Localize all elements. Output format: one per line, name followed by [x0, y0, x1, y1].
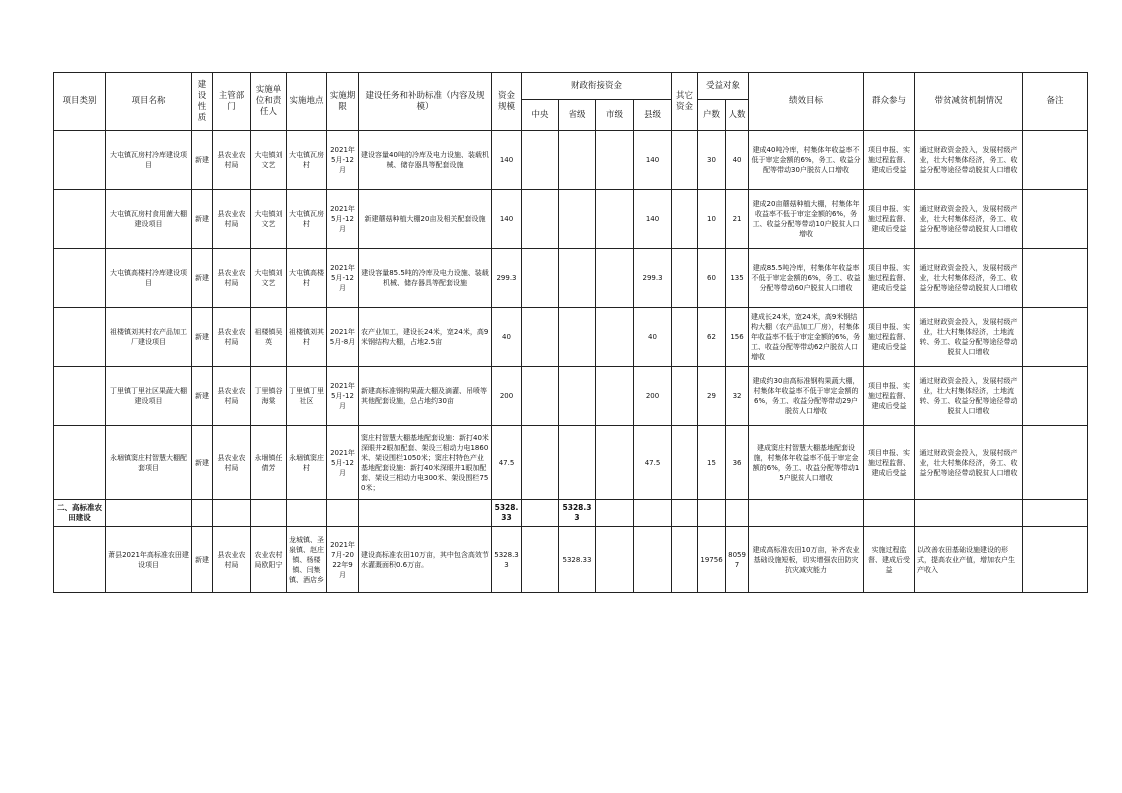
cell-province — [559, 131, 596, 190]
cell-dept: 县农业农村局 — [213, 308, 251, 367]
cell-location: 祖楼镇刘其村 — [287, 308, 327, 367]
cell-period: 2021年5月-8月 — [327, 308, 359, 367]
cell-county: 140 — [634, 131, 672, 190]
cell-scale: 47.5 — [492, 426, 522, 500]
section-scale: 5328.33 — [492, 500, 522, 527]
cell-county — [634, 527, 672, 593]
cell-people: 32 — [726, 367, 749, 426]
cell-nature: 新建 — [192, 367, 213, 426]
empty-cell — [864, 500, 915, 527]
empty-cell — [522, 500, 559, 527]
cell-other — [672, 249, 698, 308]
cell-period: 2021年5月-12月 — [327, 249, 359, 308]
empty-cell — [213, 500, 251, 527]
cell-unit: 农业农村局欧阳宁 — [251, 527, 287, 593]
cell-content: 窦庄村智慧大棚基地配套设施：新打40米深眼井2眼加配套、架设三相动力电1860米、架设围栏1050米；窦庄村特色产业基地配套设施：新打40米深眼井1眼加配套、架设三相动力电300米、架设围栏750米； — [359, 426, 492, 500]
empty-cell — [251, 500, 287, 527]
cell-remark — [1023, 426, 1088, 500]
cell-province — [559, 426, 596, 500]
table-body — [54, 131, 1088, 593]
cell-households: 15 — [698, 426, 726, 500]
table-row — [54, 308, 1088, 367]
cell-county: 47.5 — [634, 426, 672, 500]
cell-goal: 建成40吨冷库，村集体年收益率不低于审定金额的6%，务工、收益分配等带动30户脱贫人口增收 — [749, 131, 864, 190]
cell-county: 299.3 — [634, 249, 672, 308]
cell-province: 5328.33 — [559, 527, 596, 593]
cell-central — [522, 367, 559, 426]
cell-households: 10 — [698, 190, 726, 249]
empty-cell — [287, 500, 327, 527]
cell-province — [559, 190, 596, 249]
cell-period: 2021年5月-12月 — [327, 367, 359, 426]
cell-province — [559, 367, 596, 426]
cell-category — [54, 367, 106, 426]
cell-city — [596, 426, 634, 500]
cell-remark — [1023, 131, 1088, 190]
cell-city — [596, 367, 634, 426]
cell-county: 140 — [634, 190, 672, 249]
cell-central — [522, 131, 559, 190]
table-row — [54, 426, 1088, 500]
cell-name: 祖楼镇刘其村农产品加工厂建设项目 — [106, 308, 192, 367]
cell-central — [522, 249, 559, 308]
cell-people: 40 — [726, 131, 749, 190]
cell-content: 新建蘑菇种植大棚20亩及相关配套设施 — [359, 190, 492, 249]
cell-city — [596, 308, 634, 367]
cell-remark — [1023, 367, 1088, 426]
header-mechanism: 带贫减贫机制情况 — [915, 73, 1023, 131]
cell-category — [54, 426, 106, 500]
cell-scale: 200 — [492, 367, 522, 426]
cell-location: 永堌镇窦庄村 — [287, 426, 327, 500]
cell-location: 大屯镇瓦房村 — [287, 131, 327, 190]
cell-people: 80597 — [726, 527, 749, 593]
empty-cell — [1023, 527, 1088, 593]
empty-cell — [726, 500, 749, 527]
cell-people: 135 — [726, 249, 749, 308]
header-remark: 备注 — [1023, 73, 1088, 131]
project-table — [53, 72, 1088, 593]
cell-other — [672, 367, 698, 426]
empty-cell — [672, 500, 698, 527]
cell-households: 60 — [698, 249, 726, 308]
table-row — [54, 131, 1088, 190]
cell-nature: 新建 — [192, 308, 213, 367]
cell-location: 龙城镇、圣泉镇、赵庄镇、杨楼镇、闫集镇、酒店乡 — [287, 527, 327, 593]
cell-scale: 299.3 — [492, 249, 522, 308]
cell-dept: 县农业农村局 — [213, 426, 251, 500]
cell-mechanism: 以改善农田基础设施建设的形式，提高农业产值，增加农户生产收入 — [915, 527, 1023, 593]
empty-cell — [1023, 500, 1088, 527]
cell-location: 大屯镇高楼村 — [287, 249, 327, 308]
header-dept: 主管部门 — [213, 73, 251, 131]
cell-category — [54, 249, 106, 308]
cell-remark — [1023, 308, 1088, 367]
cell-province — [559, 308, 596, 367]
cell-location: 丁里镇丁里社区 — [287, 367, 327, 426]
cell-content: 新建高标准钢构果蔬大棚及滴灌、吊喷等其他配套设施，总占地约30亩 — [359, 367, 492, 426]
cell-other — [672, 190, 698, 249]
empty-cell — [915, 500, 1023, 527]
cell-unit: 大屯镇刘文艺 — [251, 190, 287, 249]
cell-remark — [1023, 249, 1088, 308]
cell-people: 36 — [726, 426, 749, 500]
cell-households: 29 — [698, 367, 726, 426]
empty-cell — [192, 500, 213, 527]
header-county: 县级 — [634, 100, 672, 131]
cell-participation: 项目申报、实施过程监督、建成后受益 — [864, 308, 915, 367]
cell-central — [522, 426, 559, 500]
cell-other — [672, 527, 698, 593]
cell-households: 19756 — [698, 527, 726, 593]
cell-nature: 新建 — [192, 190, 213, 249]
cell-goal: 建成20亩蘑菇种植大棚，村集体年收益率不低于审定金额的6%，务工、收益分配等带动10户脱贫人口增收 — [749, 190, 864, 249]
cell-other — [672, 308, 698, 367]
header-nature: 建设性质 — [192, 73, 213, 131]
cell-remark — [1023, 190, 1088, 249]
cell-dept: 县农业农村局 — [213, 190, 251, 249]
header-province: 省级 — [559, 100, 596, 131]
cell-nature: 新建 — [192, 131, 213, 190]
cell-city — [596, 131, 634, 190]
cell-mechanism: 通过财政资金投入，发展村级产业，壮大村集体经济，土地流转、务工、收益分配等途径带动脱贫人口增收 — [915, 308, 1023, 367]
cell-unit: 永堌镇任倩芳 — [251, 426, 287, 500]
cell-name: 大屯镇瓦房村食用菌大棚建设项目 — [106, 190, 192, 249]
cell-unit: 大屯镇刘文艺 — [251, 249, 287, 308]
cell-nature: 新建 — [192, 426, 213, 500]
cell-unit: 祖楼镇吴英 — [251, 308, 287, 367]
cell-goal: 建成窦庄村智慧大棚基地配套设施，村集体年收益率不低于审定金额的6%，务工、收益分配等带动15户脱贫人口增收 — [749, 426, 864, 500]
header-category: 项目类别 — [54, 73, 106, 131]
cell-content: 农产业加工，建设长24米，宽24米，高9米钢结构大棚，占地2.5亩 — [359, 308, 492, 367]
cell-name: 大屯镇高楼村冷库建设项目 — [106, 249, 192, 308]
cell-content: 建设高标准农田10万亩，其中包含高效节水灌溉面积0.6万亩。 — [359, 527, 492, 593]
table-row — [54, 367, 1088, 426]
header-goal: 绩效目标 — [749, 73, 864, 131]
header-location: 实施地点 — [287, 73, 327, 131]
cell-people: 156 — [726, 308, 749, 367]
cell-county: 200 — [634, 367, 672, 426]
cell-other — [672, 426, 698, 500]
cell-goal: 建成高标准农田10万亩，补齐农业基础设施短板，切实增强农田防灾抗灾减灾能力 — [749, 527, 864, 593]
cell-city — [596, 249, 634, 308]
cell-mechanism: 通过财政资金投入，发展村级产业，壮大村集体经济，务工、收益分配等途径带动脱贫人口增收 — [915, 249, 1023, 308]
cell-central — [522, 527, 559, 593]
cell-scale: 40 — [492, 308, 522, 367]
cell-scale: 140 — [492, 131, 522, 190]
cell-dept: 县农业农村局 — [213, 249, 251, 308]
cell-mechanism: 通过财政资金投入，发展村级产业，壮大村集体经济，务工、收益分配等途径带动脱贫人口增收 — [915, 131, 1023, 190]
header-period: 实施期限 — [327, 73, 359, 131]
empty-cell — [106, 500, 192, 527]
cell-name: 永堌镇窦庄村智慧大棚配套项目 — [106, 426, 192, 500]
header-participation: 群众参与 — [864, 73, 915, 131]
cell-location: 大屯镇瓦房村 — [287, 190, 327, 249]
empty-cell — [698, 500, 726, 527]
cell-people: 21 — [726, 190, 749, 249]
cell-category — [54, 308, 106, 367]
cell-participation: 项目申报、实施过程监督、建成后受益 — [864, 426, 915, 500]
cell-county: 40 — [634, 308, 672, 367]
cell-other — [672, 131, 698, 190]
cell-content: 建设容量40吨的冷库及电力设施、装载机械、储存器具等配套设施 — [359, 131, 492, 190]
cell-mechanism: 通过财政资金投入，发展村级产业，壮大村集体经济，务工、收益分配等途径带动脱贫人口增收 — [915, 190, 1023, 249]
section-province: 5328.33 — [559, 500, 596, 527]
empty-cell — [327, 500, 359, 527]
empty-cell — [359, 500, 492, 527]
cell-name: 大屯镇瓦房村冷库建设项目 — [106, 131, 192, 190]
cell-households: 30 — [698, 131, 726, 190]
cell-unit: 丁里镇谷海棠 — [251, 367, 287, 426]
cell-participation: 项目申报、实施过程监督、建成后受益 — [864, 249, 915, 308]
empty-cell — [596, 500, 634, 527]
header-name: 项目名称 — [106, 73, 192, 131]
cell-city — [596, 527, 634, 593]
cell-goal: 建成85.5吨冷库，村集体年收益率不低于审定金额的6%，务工、收益分配等带动60户脱贫人口增收 — [749, 249, 864, 308]
header-scale: 资金规模 — [492, 73, 522, 131]
cell-central — [522, 308, 559, 367]
empty-cell — [54, 527, 106, 593]
cell-participation: 项目申报、实施过程监督、建成后受益 — [864, 131, 915, 190]
cell-scale: 140 — [492, 190, 522, 249]
section-category: 二、高标准农田建设 — [54, 500, 106, 527]
header-content: 建设任务和补助标准（内容及规模） — [359, 73, 492, 131]
cell-dept: 县农业农村局 — [213, 527, 251, 593]
cell-name: 萧县2021年高标准农田建设项目 — [106, 527, 192, 593]
cell-period: 2021年7月-2022年9月 — [327, 527, 359, 593]
cell-period: 2021年5月-12月 — [327, 426, 359, 500]
cell-participation: 实施过程监督、建成后受益 — [864, 527, 915, 593]
cell-mechanism: 通过财政资金投入，发展村级产业，壮大村集体经济，土地流转、务工、收益分配等途径带动脱贫人口增收 — [915, 367, 1023, 426]
empty-cell — [749, 500, 864, 527]
cell-nature: 新建 — [192, 249, 213, 308]
cell-nature: 新建 — [192, 527, 213, 593]
section-row — [54, 500, 1088, 527]
cell-period: 2021年5月-12月 — [327, 190, 359, 249]
cell-dept: 县农业农村局 — [213, 131, 251, 190]
table-row — [54, 527, 1088, 593]
cell-participation: 项目申报、实施过程监督、建成后受益 — [864, 190, 915, 249]
header-unit: 实施单位和责任人 — [251, 73, 287, 131]
cell-central — [522, 190, 559, 249]
cell-category — [54, 131, 106, 190]
table-header — [54, 73, 1088, 131]
cell-dept: 县农业农村局 — [213, 367, 251, 426]
table-row — [54, 190, 1088, 249]
header-other: 其它资金 — [672, 73, 698, 131]
cell-participation: 项目申报、实施过程监督、建成后受益 — [864, 367, 915, 426]
header-households: 户数 — [698, 100, 726, 131]
cell-goal: 建成长24米，宽24米，高9米钢结构大棚（农产品加工厂房），村集体年收益率不低于审定金额的6%，务工、收益分配等带动62户脱贫人口增收 — [749, 308, 864, 367]
cell-province — [559, 249, 596, 308]
empty-cell — [634, 500, 672, 527]
cell-goal: 建成约30亩高标准钢构果蔬大棚，村集体年收益率不低于审定金额的6%，务工、收益分配等带动29户脱贫人口增收 — [749, 367, 864, 426]
cell-scale: 5328.33 — [492, 527, 522, 593]
header-city: 市级 — [596, 100, 634, 131]
cell-period: 2021年5月-12月 — [327, 131, 359, 190]
cell-name: 丁里镇丁里社区果蔬大棚建设项目 — [106, 367, 192, 426]
cell-category — [54, 190, 106, 249]
header-beneficiary: 受益对象 — [698, 73, 749, 100]
header-fiscal: 财政衔接资金 — [522, 73, 672, 100]
cell-content: 建设容量85.5吨的冷库及电力设施、装载机械、储存器具等配套设施 — [359, 249, 492, 308]
table-row — [54, 249, 1088, 308]
cell-households: 62 — [698, 308, 726, 367]
header-people: 人数 — [726, 100, 749, 131]
cell-city — [596, 190, 634, 249]
cell-mechanism: 通过财政资金投入，发展村级产业，壮大村集体经济，务工、收益分配等途径带动脱贫人口增收 — [915, 426, 1023, 500]
cell-unit: 大屯镇刘文艺 — [251, 131, 287, 190]
header-central: 中央 — [522, 100, 559, 131]
